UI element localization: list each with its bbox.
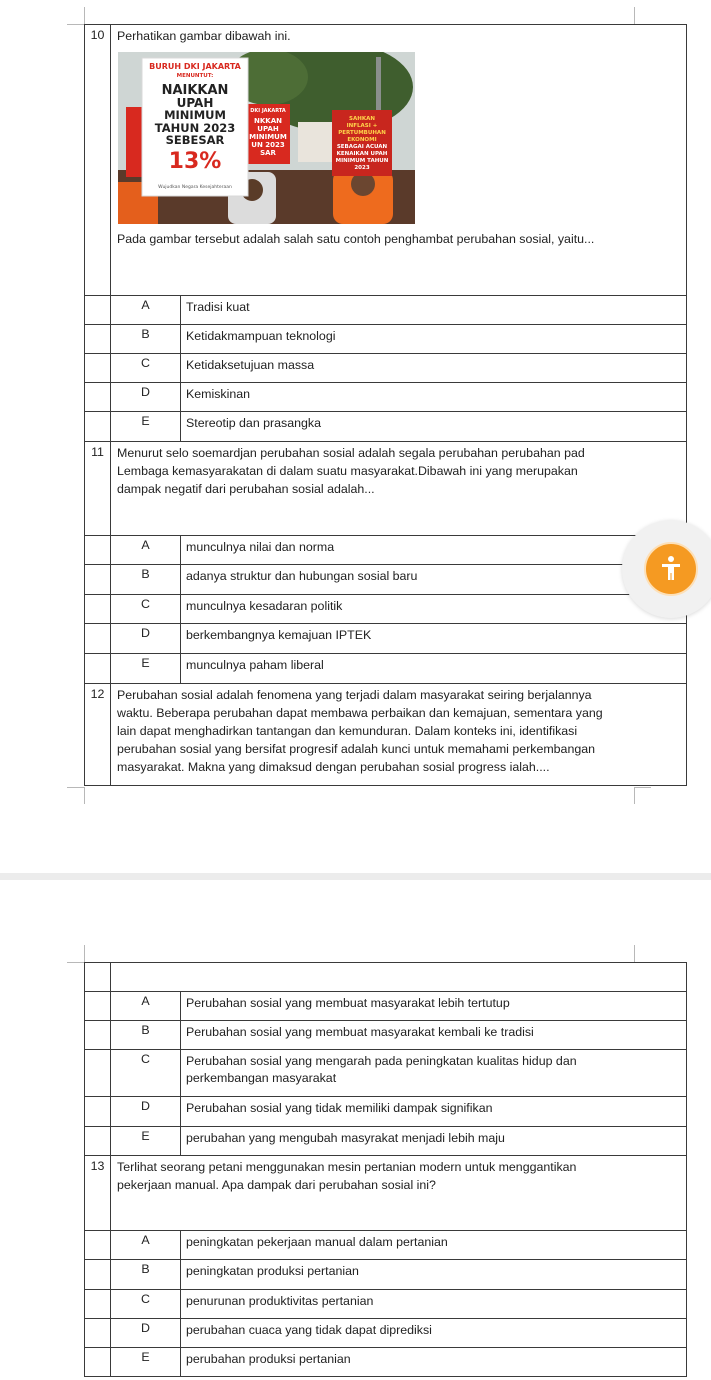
right-banner-line: MINIMUM TAHUN <box>335 158 389 164</box>
page-corner-mark <box>634 787 651 788</box>
question-text-line: masyarakat. Makna yang dimaksud dengan perubahan sosial progress ialah.... <box>117 760 550 774</box>
question-text-line: lain dapat menghadirkan tantangan dan kemunduran. Dalam konteks ini, identifikasi <box>117 724 578 738</box>
option-row <box>85 296 687 325</box>
small-banner-line: UN 2023 <box>251 141 285 149</box>
option-letter: A <box>111 536 181 565</box>
number-cell <box>85 595 111 624</box>
main-banner-line: 13% <box>168 149 222 174</box>
option-letter: B <box>111 565 181 595</box>
option-text: Stereotip dan prasangka <box>181 412 687 442</box>
question-number: 10 <box>85 25 111 296</box>
option-text <box>181 1050 687 1097</box>
right-banner-line: 2023 <box>354 165 370 171</box>
small-banner <box>246 104 290 164</box>
question-text-line: Menurut selo soemardjan perubahan sosial adalah segala perubahan perubahan pad <box>117 446 585 460</box>
small-banner-line: DKI JAKARTA <box>250 108 286 114</box>
option-row <box>85 1127 687 1156</box>
question-text-line: waktu. Beberapa perubahan dapat membawa perbaikan dan kemajuan, sementara yang <box>117 706 603 720</box>
option-row <box>85 1021 687 1050</box>
option-letter: E <box>111 1348 181 1377</box>
number-cell <box>85 1097 111 1127</box>
number-cell <box>85 963 111 992</box>
option-text-line: Perubahan sosial yang mengarah pada peningkatan kualitas hidup dan <box>186 1054 577 1068</box>
main-banner-line: MINIMUM <box>164 108 226 122</box>
question-number: 13 <box>85 1156 111 1231</box>
option-row <box>85 1231 687 1260</box>
question-row-10 <box>85 25 687 296</box>
main-banner-line: NAIKKAN <box>161 83 229 98</box>
option-text: adanya struktur dan hubungan sosial baru <box>181 565 687 595</box>
option-text: perubahan yang mengubah masyrakat menjadi lebih maju <box>181 1127 687 1156</box>
option-row <box>85 624 687 654</box>
main-banner-line: TAHUN 2023 <box>154 121 236 135</box>
page-corner-mark <box>634 945 635 962</box>
question-row-13 <box>85 1156 687 1231</box>
option-text: Perubahan sosial yang membuat masyarakat kembali ke tradisi <box>181 1021 687 1050</box>
number-cell <box>85 1260 111 1290</box>
right-banner-line: KENAIKAN UPAH <box>336 151 388 157</box>
right-banner <box>332 110 392 176</box>
option-row <box>85 1290 687 1319</box>
option-text: Ketidaksetujuan massa <box>181 354 687 383</box>
option-letter: E <box>111 1127 181 1156</box>
option-text: Kemiskinan <box>181 383 687 412</box>
figure-body <box>662 564 680 580</box>
option-row <box>85 595 687 624</box>
right-banner-line: SEBAGAI ACUAN <box>336 144 388 150</box>
main-banner-line: MENUNTUT: <box>176 73 214 79</box>
question-text: Pada gambar tersebut adalah salah satu contoh penghambat perubahan sosial, yaitu... <box>117 232 595 246</box>
question-row-12 <box>85 684 687 786</box>
question-number: 11 <box>85 442 111 536</box>
option-row <box>85 1050 687 1097</box>
option-letter: D <box>111 1097 181 1127</box>
question-text-line: Lembaga kemasyarakatan di dalam suatu masyarakat.Dibawah ini yang merupakan <box>117 464 578 478</box>
question-number: 12 <box>85 684 111 786</box>
number-cell <box>85 992 111 1021</box>
main-banner-line: UPAH <box>176 96 214 110</box>
number-cell <box>85 624 111 654</box>
small-banner-line: NKKAN <box>254 117 282 125</box>
number-cell <box>85 1290 111 1319</box>
accessibility-figure <box>646 544 696 594</box>
option-row <box>85 325 687 354</box>
option-row <box>85 1260 687 1290</box>
option-text: penurunan produktivitas pertanian <box>181 1290 687 1319</box>
option-letter: E <box>111 654 181 684</box>
option-letter: C <box>111 354 181 383</box>
option-text: Ketidakmampuan teknologi <box>181 325 687 354</box>
number-cell <box>85 1127 111 1156</box>
accessibility-icon[interactable] <box>644 542 698 596</box>
number-cell <box>85 383 111 412</box>
option-row <box>85 992 687 1021</box>
option-text: munculnya kesadaran politik <box>181 595 687 624</box>
option-text: peningkatan pekerjaan manual dalam pertanian <box>181 1231 687 1260</box>
question-table <box>84 962 687 1377</box>
question-text-line: Perubahan sosial adalah fenomena yang terjadi dalam masyarakat seiring berjalannya <box>117 688 592 702</box>
page-corner-mark <box>634 7 635 24</box>
option-letter: C <box>111 595 181 624</box>
question-row-11 <box>85 442 687 536</box>
option-letter: A <box>111 296 181 325</box>
option-text: Perubahan sosial yang tidak memiliki dampak signifikan <box>181 1097 687 1127</box>
right-banner-line: INFLASI + <box>346 123 378 129</box>
option-row <box>85 536 687 565</box>
page-corner-mark <box>67 962 84 963</box>
option-text: perubahan produksi pertanian <box>181 1348 687 1377</box>
question-cell <box>111 1156 687 1231</box>
small-banner-line: UPAH <box>257 125 279 133</box>
number-cell <box>85 1348 111 1377</box>
option-text: Tradisi kuat <box>181 296 687 325</box>
main-banner-footer: Wujudkan Negara Kesejahteraan <box>158 185 232 190</box>
number-cell <box>85 354 111 383</box>
main-banner <box>142 58 248 196</box>
option-letter: C <box>111 1050 181 1097</box>
number-cell <box>85 565 111 595</box>
option-letter: B <box>111 1021 181 1050</box>
option-text: perubahan cuaca yang tidak dapat diprediksi <box>181 1319 687 1348</box>
accessibility-button[interactable] <box>622 520 711 618</box>
number-cell <box>85 536 111 565</box>
number-cell <box>85 654 111 684</box>
blank-cell <box>111 963 687 992</box>
option-row <box>85 654 687 684</box>
page-corner-mark <box>84 7 85 24</box>
document-page-2 <box>0 880 711 1380</box>
option-letter: B <box>111 1260 181 1290</box>
option-text: berkembangnya kemajuan IPTEK <box>181 624 687 654</box>
page-corner-mark <box>84 787 85 804</box>
option-row <box>85 412 687 442</box>
option-letter: D <box>111 624 181 654</box>
option-letter: E <box>111 412 181 442</box>
small-banner-line: MINIMUM <box>249 133 287 141</box>
main-banner-line: BURUH DKI JAKARTA <box>149 62 241 71</box>
option-row <box>85 565 687 595</box>
option-letter: A <box>111 992 181 1021</box>
option-row <box>85 354 687 383</box>
option-text: munculnya nilai dan norma <box>181 536 687 565</box>
question-cell <box>111 442 687 536</box>
number-cell <box>85 1050 111 1097</box>
option-row <box>85 1348 687 1377</box>
option-letter: D <box>111 383 181 412</box>
option-row <box>85 383 687 412</box>
figure-head <box>668 556 674 562</box>
right-banner-line: SAHKAN <box>349 116 375 122</box>
photo-side-banner <box>126 107 142 177</box>
question-prompt: Perhatikan gambar dibawah ini. <box>117 29 291 43</box>
number-cell <box>85 325 111 354</box>
page-corner-mark <box>84 945 85 962</box>
page-corner-mark <box>67 787 84 788</box>
option-letter: B <box>111 325 181 354</box>
question-table <box>84 24 687 786</box>
number-cell <box>85 296 111 325</box>
question-text-line: dampak negatif dari perubahan sosial adalah... <box>117 482 375 496</box>
option-text: Perubahan sosial yang membuat masyarakat lebih tertutup <box>181 992 687 1021</box>
number-cell <box>85 412 111 442</box>
continued-row <box>85 963 687 992</box>
question-text-line: pekerjaan manual. Apa dampak dari perubahan sosial ini? <box>117 1178 436 1192</box>
page-gap <box>0 873 711 880</box>
option-text: munculnya paham liberal <box>181 654 687 684</box>
option-letter: C <box>111 1290 181 1319</box>
main-banner-line: SEBESAR <box>165 133 225 147</box>
protest-photo <box>118 52 415 224</box>
question-text-line: perubahan sosial yang bersifat progresif adalah kunci untuk memahami perkembangan <box>117 742 596 756</box>
page-corner-mark <box>634 787 635 804</box>
question-cell <box>111 684 687 786</box>
option-letter: A <box>111 1231 181 1260</box>
number-cell <box>85 1021 111 1050</box>
page-corner-mark <box>67 24 84 25</box>
option-letter: D <box>111 1319 181 1348</box>
number-cell <box>85 1319 111 1348</box>
right-banner-line: PERTUMBUHAN <box>338 130 386 136</box>
option-row <box>85 1097 687 1127</box>
small-banner-line: SAR <box>260 149 276 157</box>
option-text: peningkatan produksi pertanian <box>181 1260 687 1290</box>
option-text-line: perkembangan masyarakat <box>186 1071 337 1085</box>
right-banner-line: EKONOMI <box>347 137 377 143</box>
question-text-line: Terlihat seorang petani menggunakan mesin pertanian modern untuk menggantikan <box>117 1160 577 1174</box>
number-cell <box>85 1231 111 1260</box>
option-row <box>85 1319 687 1348</box>
question-cell <box>111 25 687 296</box>
